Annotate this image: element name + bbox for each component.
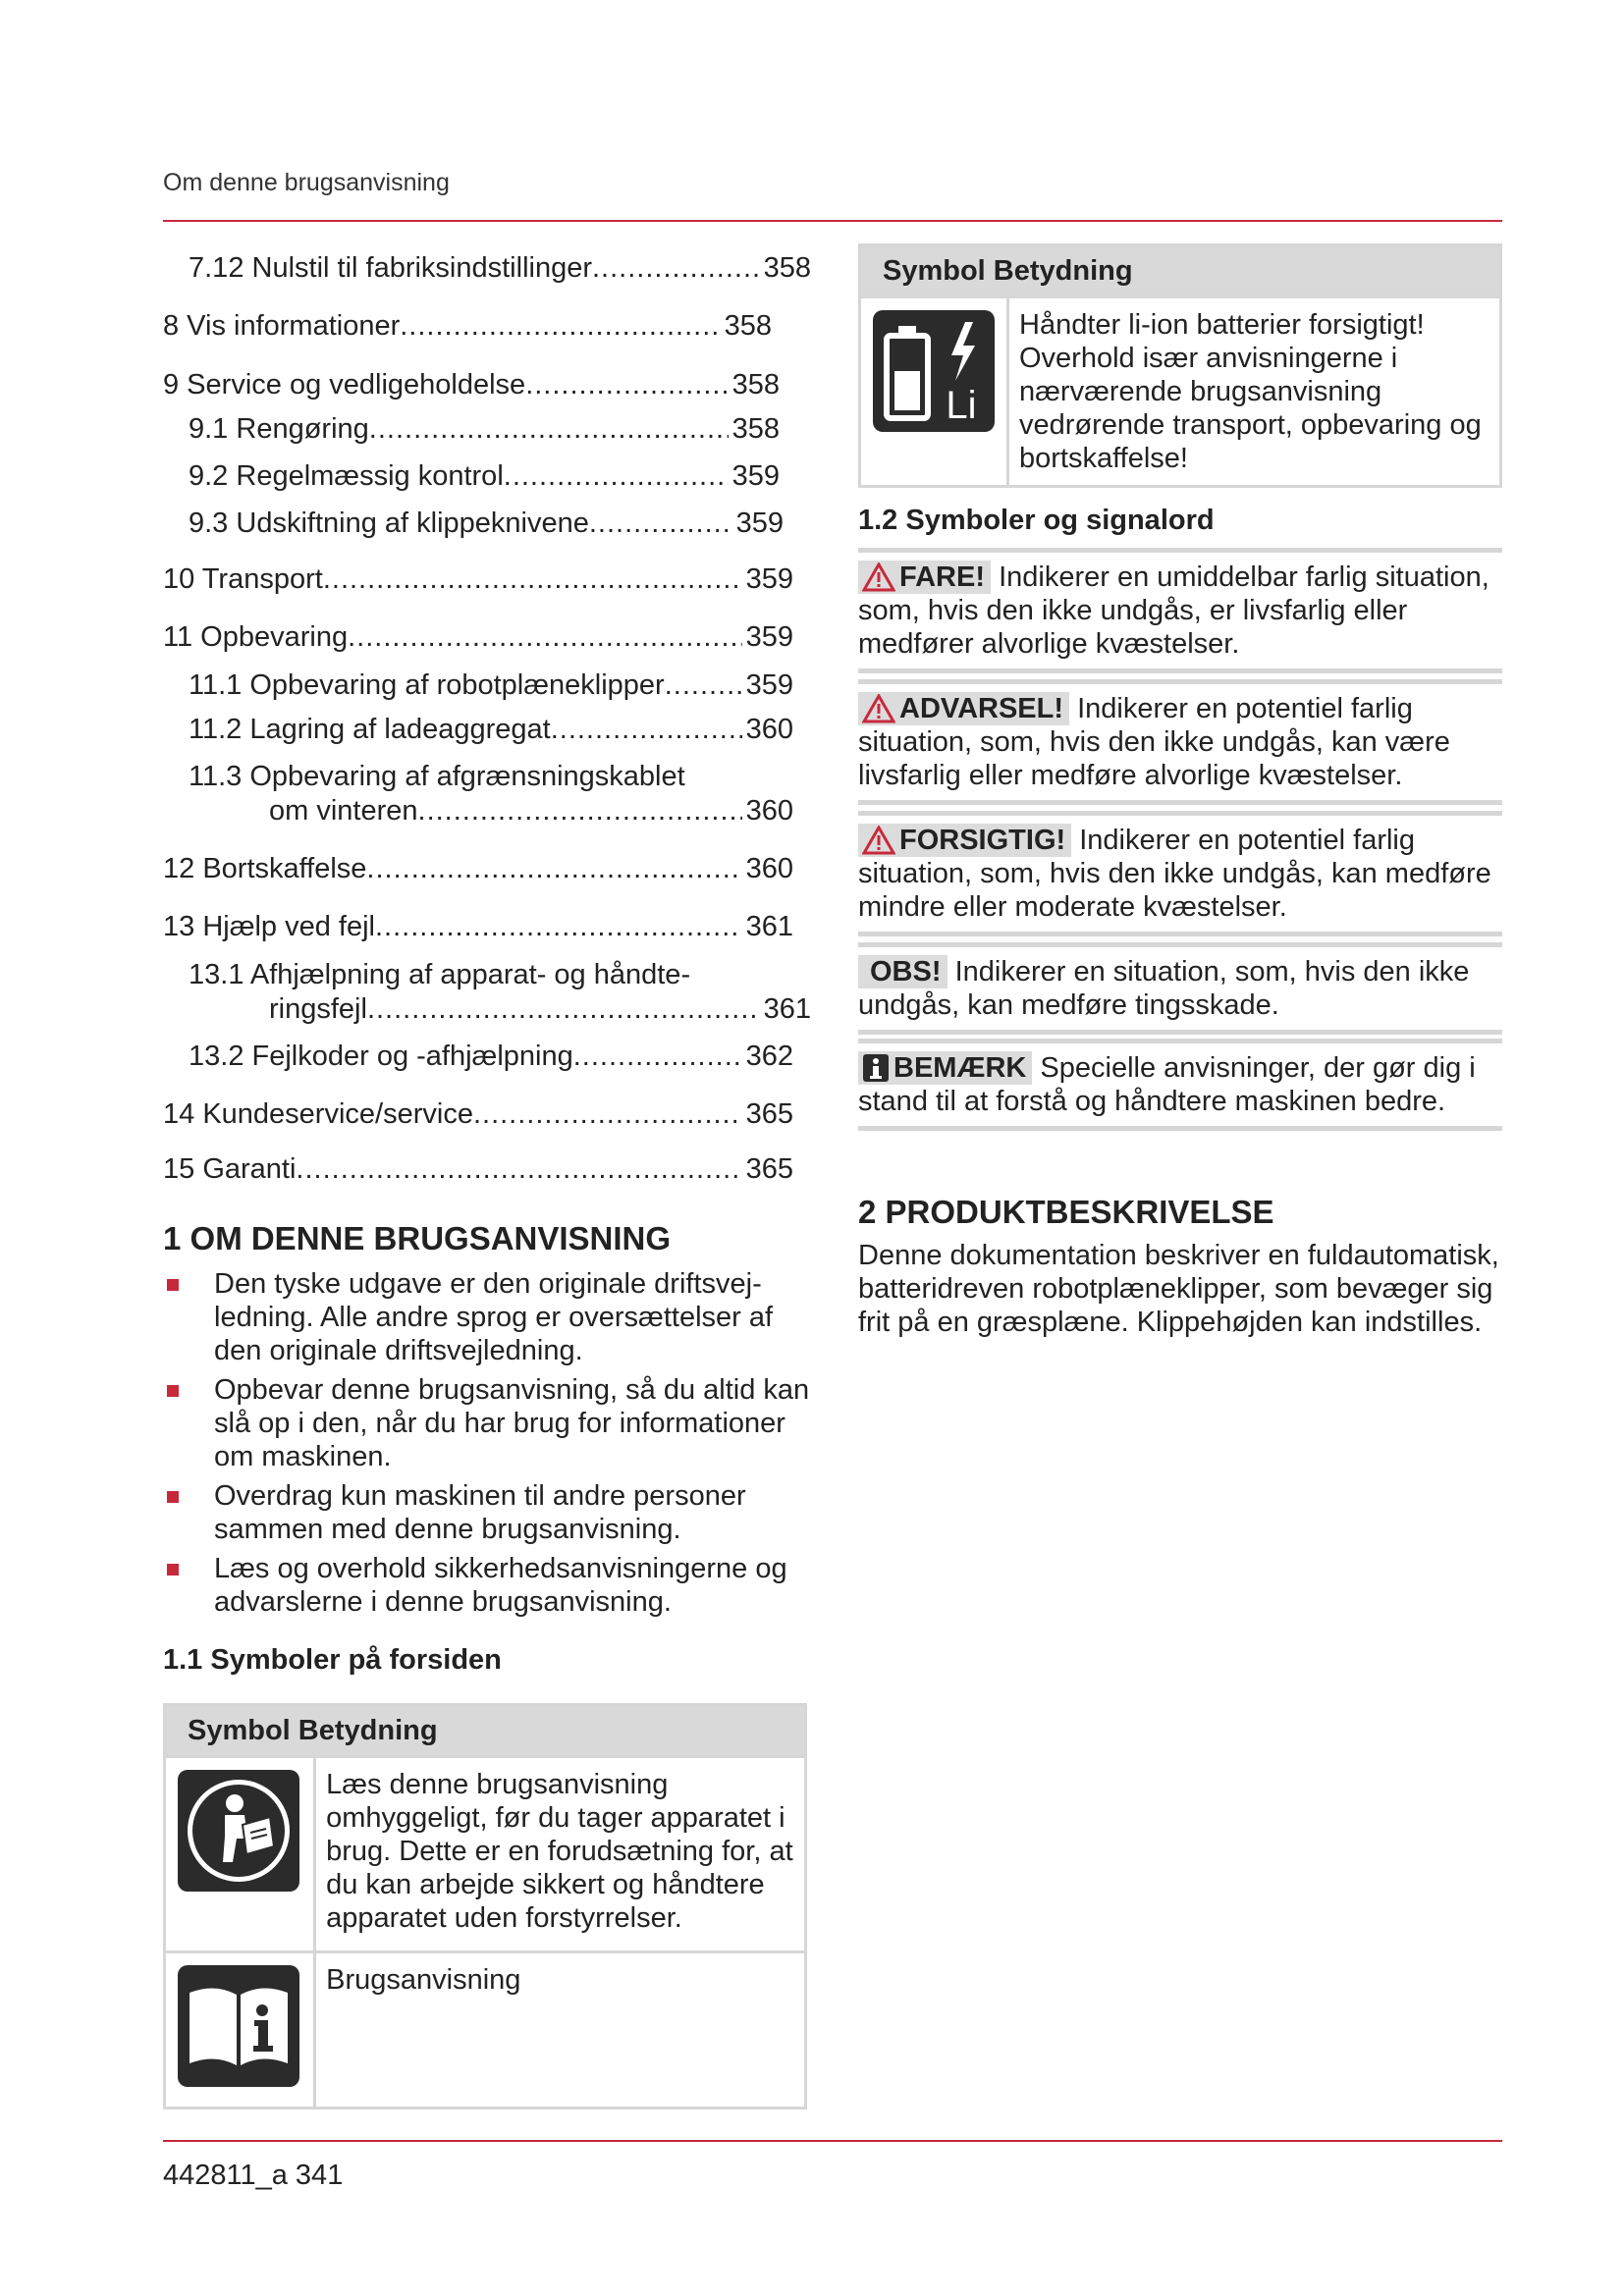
manual-book-icon: [176, 1963, 301, 2089]
warning-triangle-icon: [862, 694, 895, 723]
info-icon: [862, 1053, 890, 1083]
bullet-square-icon: [167, 1564, 179, 1575]
toc-entry[interactable]: 15 Garanti ..... 365: [163, 1151, 793, 1187]
page-header-title: Om denne brugsanvisning: [163, 169, 450, 196]
signal-word: BEMÆRK: [893, 1052, 1027, 1084]
signal-text: Indikerer en umiddelbar farlig situation, som, hvis den ikke undgås, er livsfarlig eller medfører alvorlige kvæstelser.: [858, 561, 1489, 660]
table-header: Symbol Betydning: [860, 245, 1501, 297]
signal-box-caution: [858, 811, 1502, 936]
page-footer: 442811_a 341: [163, 2160, 344, 2191]
signal-text: Indikerer en situation, som, hvis den ikke undgås, kan medføre tingsskade.: [858, 956, 1470, 1021]
toc-entry[interactable]: 14 Kundeservice/service ..... 365: [163, 1096, 793, 1132]
symbol-table-front: [163, 1703, 807, 2109]
table-row: Læs denne brugsanvisning omhyggeligt, før du tager apparatet i brug. Dette er en forudsætning for, at du kan arbejde sikkert og håndtere apparatet uden forstyrrelser.: [165, 1757, 806, 1952]
toc-entry[interactable]: 11.1 Opbevaring af robotplæneklipper ..... 359: [189, 667, 793, 703]
list-item: Læs og overhold sikkerhedsanvisningerne og advarslerne i denne brugsanvisning.: [163, 1552, 811, 1619]
table-row: Li Håndter li-ion batterier forsigtigt! Overhold især anvisningerne i nærværende brugsanvisning vedrørende transport, opbevaring og bortskaffelse!: [860, 297, 1501, 487]
toc-entry[interactable]: 9.3 Udskiftning af klippeknivene ..... 359: [189, 506, 784, 541]
toc-entry[interactable]: 13.1 Afhjælpning af apparat- og håndte-: [189, 959, 691, 990]
read-manual-icon: [176, 1768, 301, 1894]
bullet-list: [163, 1267, 811, 1625]
list-item: Den tyske udgave er den originale driftsvej-ledning. Alle andre sprog er oversættelser af den originale driftsvejledning.: [163, 1267, 811, 1367]
toc-entry[interactable]: 8 Vis informationer ..... 358: [163, 308, 772, 344]
bullet-square-icon: [167, 1491, 179, 1503]
signal-word: OBS!: [858, 955, 947, 988]
toc-entry[interactable]: 11 Opbevaring ..... 359: [163, 619, 793, 655]
toc-entry[interactable]: 13.2 Fejlkoder og -afhjælpning ..... 362: [189, 1039, 793, 1074]
toc-entry[interactable]: 10 Transport ..... 359: [163, 561, 793, 597]
signal-word: FORSIGTIG!: [899, 825, 1066, 856]
subsection-1-2-heading: 1.2 Symboler og signalord: [858, 505, 1215, 536]
li-ion-battery-icon: [871, 308, 997, 434]
toc-entry[interactable]: 9 Service og vedligeholdelse ..... 358: [163, 367, 780, 402]
signal-word: FARE!: [899, 561, 985, 593]
warning-triangle-icon: [862, 826, 895, 855]
toc-entry[interactable]: om vinteren ..... 360: [269, 793, 793, 828]
bullet-square-icon: [167, 1385, 179, 1397]
list-item: Opbevar denne brugsanvisning, så du altid kan slå op i den, når du har brug for informationer om maskinen.: [163, 1373, 811, 1473]
toc-entry[interactable]: 13 Hjælp ved fejl ..... 361: [163, 909, 793, 944]
bullet-square-icon: [167, 1279, 179, 1291]
signal-word: ADVARSEL!: [899, 693, 1064, 724]
footer-rule: [163, 2140, 1502, 2142]
toc-entry[interactable]: ringsfejl ..... 361: [269, 991, 811, 1027]
toc-entry[interactable]: 12 Bortskaffelse ..... 360: [163, 851, 793, 886]
signal-text: Specielle anvisninger, der gør dig i stand til at forstå og håndtere maskinen bedre.: [858, 1052, 1476, 1117]
section-1-heading: 1 OM DENNE BRUGSANVISNING: [163, 1220, 672, 1256]
signal-box-warning: [858, 679, 1502, 805]
table-header: Symbol Betydning: [165, 1705, 806, 1757]
toc-entry[interactable]: 9.2 Regelmæssig kontrol ..... 359: [189, 458, 780, 494]
table-row: Brugsanvisning: [165, 1952, 806, 2109]
signal-box-notice: [858, 942, 1502, 1035]
signal-text: Indikerer en potentiel farlig situation, som, hvis den ikke undgås, kan være livsfarlig eller medføre alvorlige kvæstelser.: [858, 693, 1450, 791]
signal-box-note: [858, 1039, 1502, 1131]
symbol-table-battery: [858, 243, 1502, 488]
list-item: Overdrag kun maskinen til andre personer sammen med denne brugsanvisning.: [163, 1479, 811, 1546]
section-2-heading: 2 PRODUKTBESKRIVELSE: [858, 1194, 1274, 1230]
toc-entry[interactable]: 11.3 Opbevaring af afgrænsningskablet: [189, 761, 685, 792]
section-2-text: Denne dokumentation beskriver en fuldautomatisk, batteridreven robotplæneklipper, som bevæger sig frit på en græsplæne. Klippehøjden kan indstilles.: [858, 1240, 1499, 1338]
toc-entry[interactable]: 7.12 Nulstil til fabriksindstillinger ..... 358: [189, 250, 811, 286]
signal-text: Indikerer en potentiel farlig situation, som, hvis den ikke undgås, kan medføre mindre eller moderate kvæstelser.: [858, 825, 1491, 923]
toc-entry[interactable]: 11.2 Lagring af ladeaggregat ..... 360: [189, 712, 793, 747]
subsection-1-1-heading: 1.1 Symboler på forsiden: [163, 1644, 502, 1676]
warning-triangle-icon: [862, 562, 895, 592]
header-rule: [163, 220, 1502, 222]
toc-entry[interactable]: 9.1 Rengøring ..... 358: [189, 411, 780, 447]
signal-box-danger: [858, 548, 1502, 673]
svg-text:Li: Li: [946, 384, 977, 427]
